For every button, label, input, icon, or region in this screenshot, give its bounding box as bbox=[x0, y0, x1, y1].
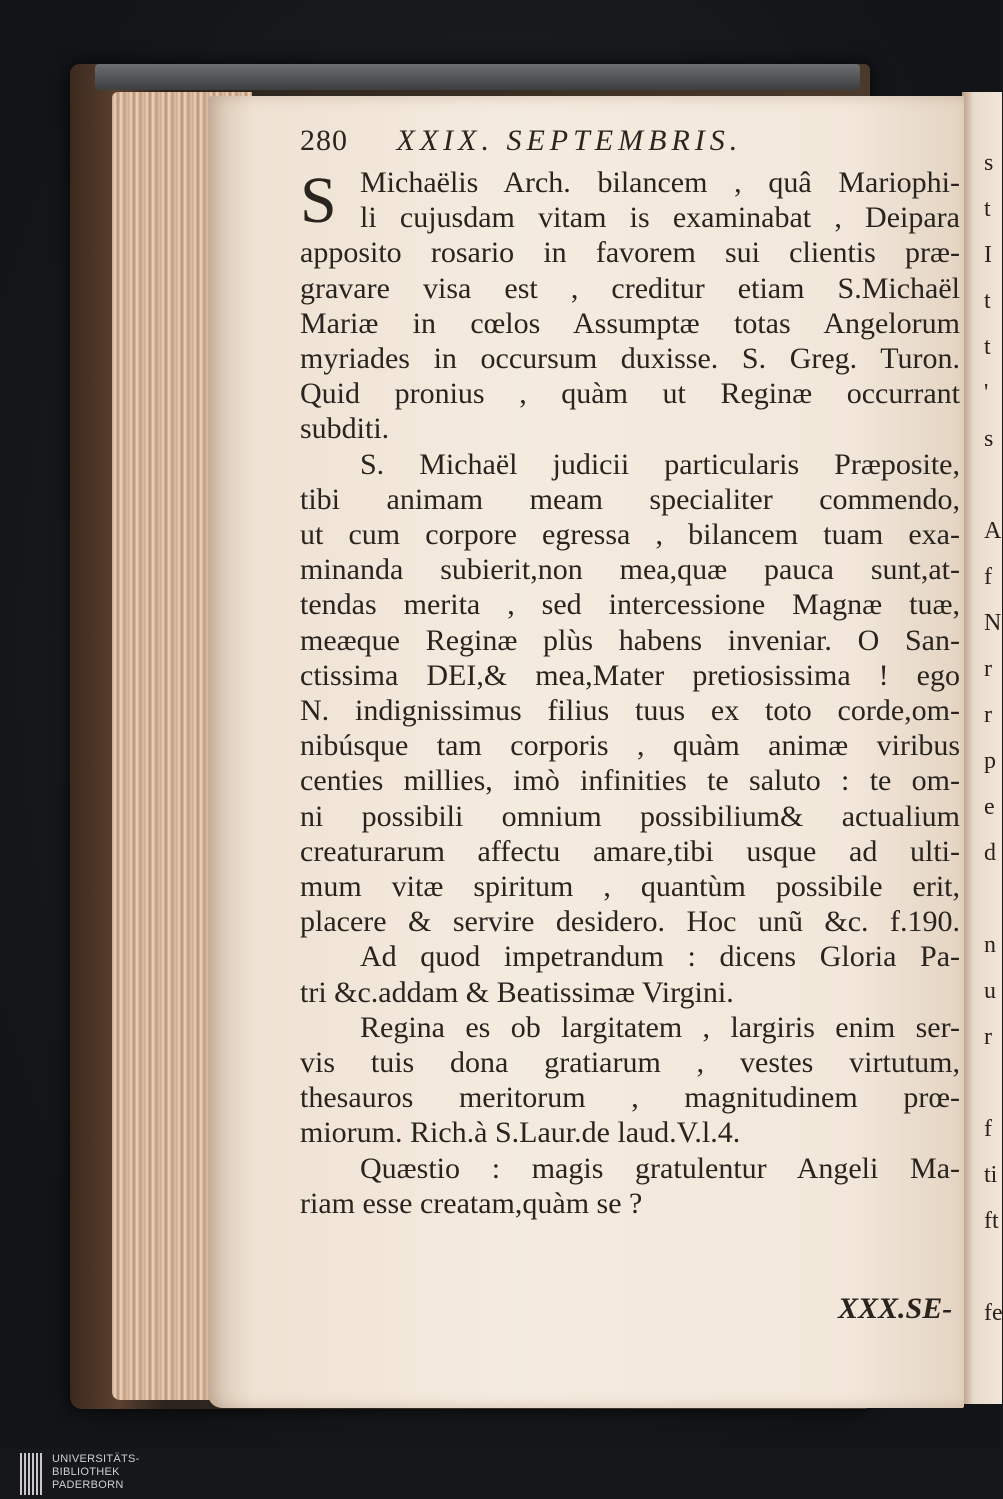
text-line: minanda subierit,non mea,quæ pauca sunt,at- bbox=[300, 553, 960, 587]
text-line: subditi. bbox=[300, 412, 390, 446]
text-line: vis tuis dona gratiarum , vestes virtutum, bbox=[300, 1046, 960, 1080]
page-number: 280 bbox=[300, 124, 348, 157]
footer-bar bbox=[0, 1449, 1000, 1499]
text-line: apposito rosario in favorem sui clientis præ- bbox=[300, 236, 960, 270]
catchword: XXX.SE- bbox=[838, 1292, 953, 1325]
library-logo-icon bbox=[20, 1453, 42, 1495]
text-line: tendas merita , sed intercessione Magnæ tuæ, bbox=[300, 588, 960, 622]
text-line: gravare visa est , creditur etiam S.Michaël bbox=[300, 271, 960, 305]
facing-page-text-fragments: s t I t t ' s A f N r r p e d n u r f ti ft fe bbox=[984, 150, 1003, 1326]
text-line: tri &c.addam & Beatissimæ Virgini. bbox=[300, 975, 734, 1009]
text-line: Mariæ in cœlos Assumptæ totas Angelorum bbox=[300, 306, 960, 340]
text-line: li cujusdam vitam is examinabat , Deipara bbox=[360, 201, 960, 235]
page-header bbox=[300, 124, 960, 158]
text-line: N. indignissimus filius tuus ex toto corde,om- bbox=[300, 694, 960, 728]
text-line: Quæstio : magis gratulentur Angeli Ma- bbox=[360, 1151, 960, 1185]
running-title: XXIX. SEPTEMBRIS. bbox=[396, 124, 743, 157]
text-line: meæque Reginæ plùs habens inveniar. O San- bbox=[300, 623, 960, 657]
text-line: ni possibili omnium possibilium& actualium bbox=[300, 799, 960, 833]
text-line: tibi animam meam specialiter commendo, bbox=[300, 482, 960, 516]
text-line: Michaëlis Arch. bilancem , quâ Mariophi- bbox=[360, 166, 960, 199]
text-line: nibúsque tam corporis , quàm animæ viribus bbox=[300, 729, 960, 763]
text-line: miorum. Rich.à S.Laur.de laud.V.l.4. bbox=[300, 1116, 741, 1150]
text-line: mum vitæ spiritum , quantùm possibile erit, bbox=[300, 870, 960, 904]
text-line: placere & servire desidero. Hoc unũ &c. f.190. bbox=[300, 905, 960, 939]
text-line: centies millies, imò infinities te saluto : te om- bbox=[300, 764, 960, 798]
library-name: UNIVERSITÄTS- BIBLIOTHEK PADERBORN bbox=[52, 1453, 140, 1491]
text-line: creaturarum affectu amare,tibi usque ad ulti- bbox=[300, 834, 960, 868]
drop-initial: S bbox=[300, 164, 337, 237]
text-line: Ad quod impetrandum : dicens Gloria Pa- bbox=[360, 940, 960, 974]
text-line: riam esse creatam,quàm se ? bbox=[300, 1186, 643, 1220]
book-cover-top-edge bbox=[95, 64, 860, 90]
text-line: Quid pronius , quàm ut Reginæ occurrant bbox=[300, 377, 960, 411]
text-line: ctissima DEI,& mea,Mater pretiosissima ! ego bbox=[300, 658, 960, 692]
text-line: thesauros meritorum , magnitudinem prœ- bbox=[300, 1081, 960, 1115]
text-line: myriades in occursum duxisse. S. Greg. Turon. bbox=[300, 342, 960, 376]
text-line: Regina es ob largitatem , largiris enim ser- bbox=[360, 1010, 960, 1044]
text-line: S. Michaël judicii particularis Præposite, bbox=[360, 447, 960, 481]
page-body-text bbox=[300, 165, 960, 1221]
text-line: ut cum corpore egressa , bilancem tuam exa- bbox=[300, 518, 960, 552]
